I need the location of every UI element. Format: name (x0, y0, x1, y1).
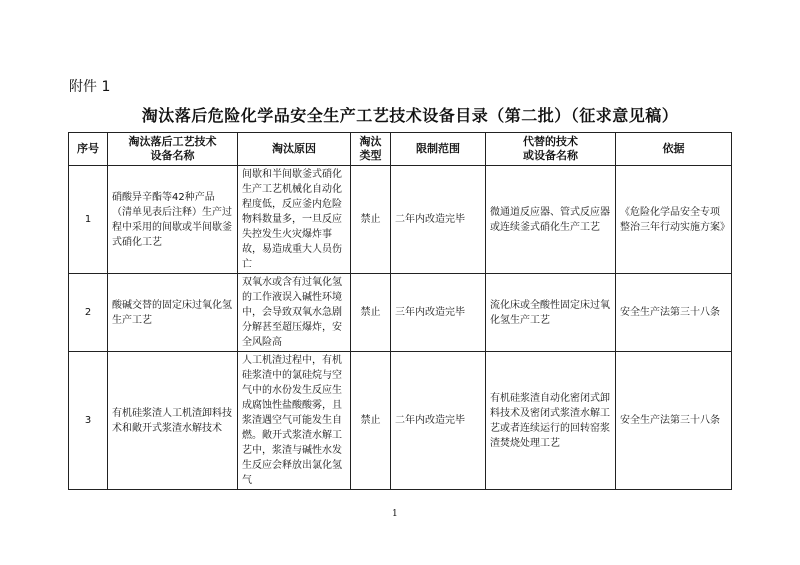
row-limit: 二年内改造完毕 (391, 166, 486, 274)
header-replace-text: 代替的技术 或设备名称 (523, 135, 578, 162)
header-limit: 限制范围 (391, 133, 486, 166)
table-row (69, 274, 732, 352)
row-reason: 人工机渣过程中，有机硅浆渣中的氯硅烷与空气中的水份发生反应生成腐蚀性盐酸酸雾，且浆渣遇空气可能发生自燃。敞开式浆渣水解工艺中，浆渣与碱性水发生反应会释放出氯化氢气 (238, 352, 351, 490)
row-process: 酸碱交替的固定床过氧化氢生产工艺 (108, 274, 238, 352)
table-row (69, 352, 732, 490)
row-basis: 《危险化学品安全专项整治三年行动实施方案》 (616, 166, 732, 274)
table-row (69, 166, 732, 274)
row-replace: 有机硅浆渣自动化密闭式卸料技术及密闭式浆渣水解工艺或者连续运行的回转窑浆渣焚烧处理工艺 (486, 352, 616, 490)
document-title: 淘汰落后危险化学品安全生产工艺技术设备目录（第二批）（征求意见稿） (141, 106, 679, 125)
row-process: 有机硅浆渣人工机渣卸料技术和敞开式浆渣水解技术 (108, 352, 238, 490)
header-process (108, 133, 238, 166)
row-type: 禁止 (351, 352, 391, 490)
header-no: 序号 (69, 133, 108, 166)
catalog-table (68, 132, 732, 490)
header-type-text: 淘汰 类型 (359, 135, 382, 162)
row-no: 3 (69, 352, 108, 490)
header-type (351, 133, 391, 166)
header-basis: 依据 (616, 133, 732, 166)
row-basis: 安全生产法第三十八条 (616, 352, 732, 490)
row-reason: 间歇和半间歇釜式硝化生产工艺机械化自动化程度低，反应釜内危险物料数量多，一旦反应失控发生火灾爆炸事故，易造成重大人员伤亡 (238, 166, 351, 274)
row-reason: 双氧水或含有过氧化氢的工作液误入碱性环境中，会导致双氧水急剧分解甚至超压爆炸，安全风险高 (238, 274, 351, 352)
table-header-row (69, 133, 732, 166)
row-limit: 二年内改造完毕 (391, 352, 486, 490)
row-no: 1 (69, 166, 108, 274)
page-number: 1 (392, 509, 398, 519)
row-type: 禁止 (351, 166, 391, 274)
attachment-label: 附件 1 (69, 79, 111, 95)
header-replace (486, 133, 616, 166)
row-no: 2 (69, 274, 108, 352)
row-basis: 安全生产法第三十八条 (616, 274, 732, 352)
row-limit: 三年内改造完毕 (391, 274, 486, 352)
row-replace: 流化床或全酸性固定床过氧化氢生产工艺 (486, 274, 616, 352)
row-process: 硝酸异辛酯等42种产品（清单见表后注释）生产过程中采用的间歇或半间歇釜式硝化工艺 (108, 166, 238, 274)
header-process-text: 淘汰落后工艺技术 设备名称 (128, 135, 217, 162)
header-reason: 淘汰原因 (238, 133, 351, 166)
row-replace: 微通道反应器、管式反应器或连续釜式硝化生产工艺 (486, 166, 616, 274)
row-type: 禁止 (351, 274, 391, 352)
